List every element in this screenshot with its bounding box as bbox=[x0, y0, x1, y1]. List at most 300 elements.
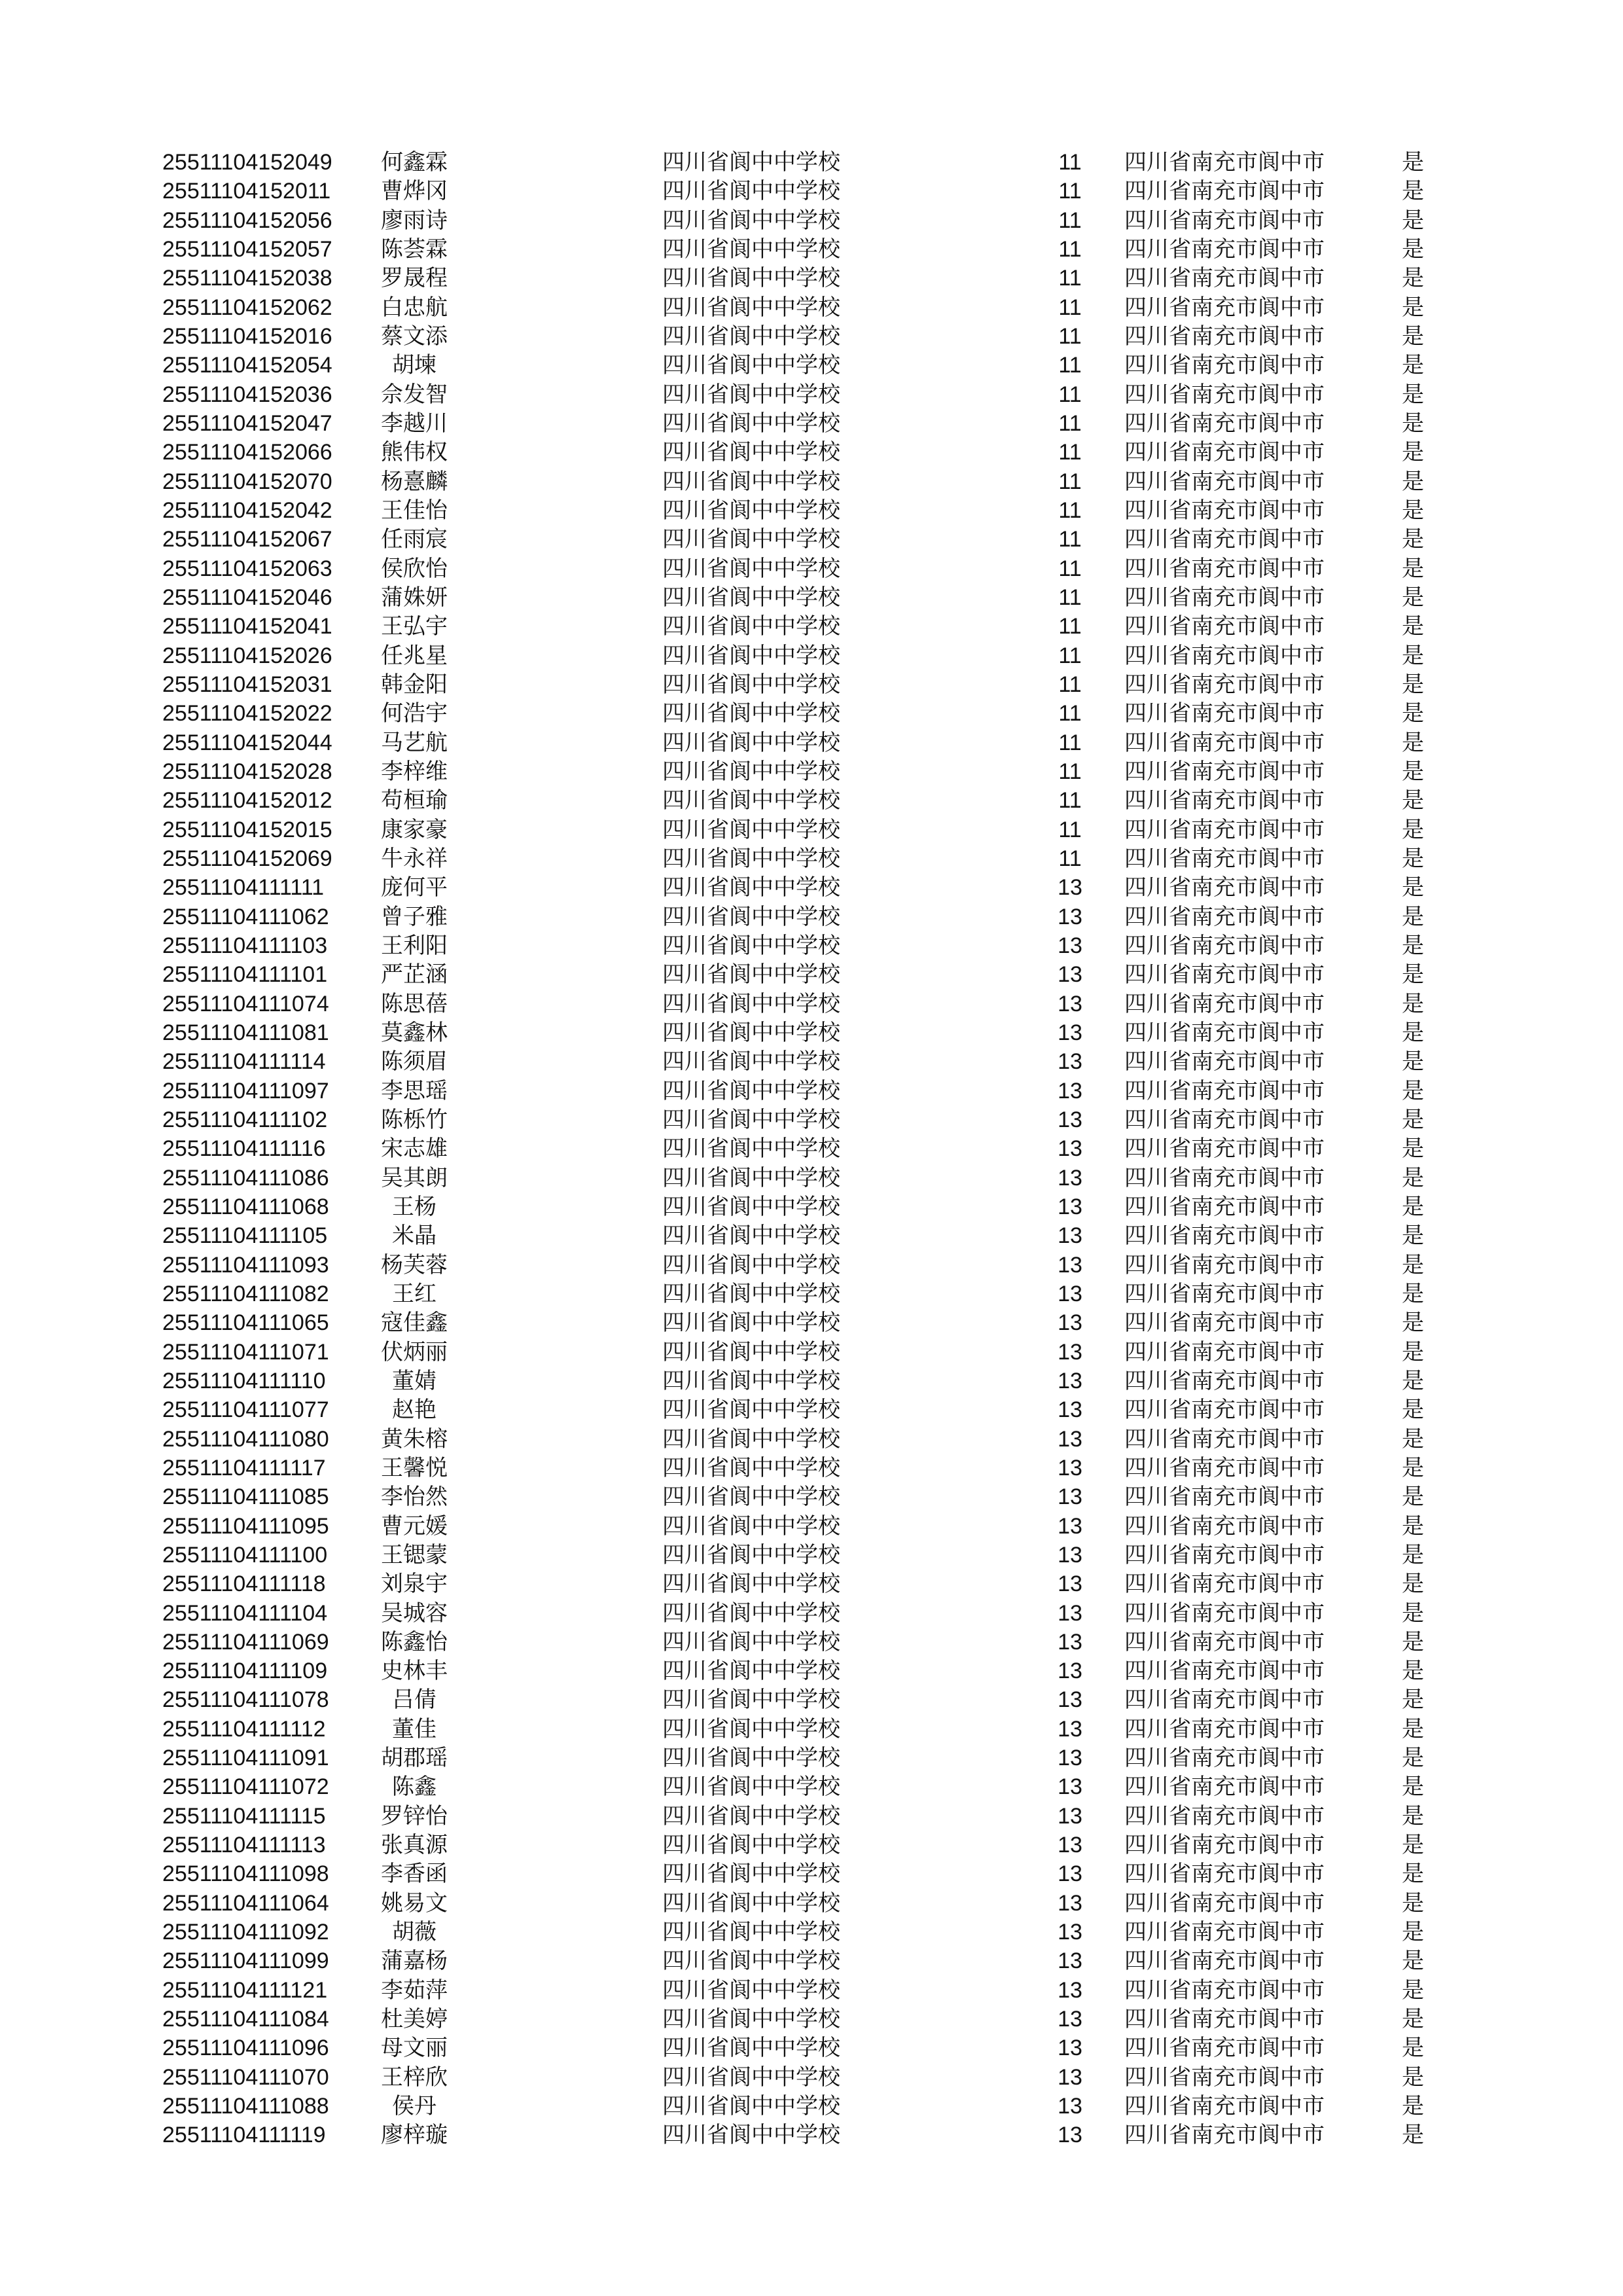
table-row bbox=[0, 264, 1623, 293]
grade-number: 13 bbox=[1058, 1165, 1082, 1191]
school-name: 四川省阆中中学校 bbox=[662, 1920, 840, 1945]
region-name: 四川省南充市阆中市 bbox=[1124, 440, 1325, 465]
student-name: 胡薇 bbox=[392, 1920, 437, 1945]
student-id: 25511104111110 bbox=[162, 1368, 326, 1393]
student-id: 25511104111070 bbox=[162, 2064, 329, 2090]
grade-number: 11 bbox=[1058, 150, 1082, 175]
region-name: 四川省南充市阆中市 bbox=[1124, 1484, 1325, 1510]
region-name: 四川省南充市阆中市 bbox=[1124, 1368, 1325, 1393]
region-name: 四川省南充市阆中市 bbox=[1124, 1513, 1325, 1539]
region-name: 四川省南充市阆中市 bbox=[1124, 1078, 1325, 1103]
school-name: 四川省阆中中学校 bbox=[662, 1716, 840, 1742]
status-flag: 是 bbox=[1402, 2036, 1424, 2061]
student-id: 25511104152026 bbox=[162, 643, 332, 668]
student-id: 25511104152070 bbox=[162, 469, 332, 494]
table-row bbox=[0, 1134, 1623, 1163]
student-id: 25511104152042 bbox=[162, 497, 332, 523]
student-name: 李香函 bbox=[381, 1861, 448, 1887]
table-row bbox=[0, 235, 1623, 264]
table-row bbox=[0, 990, 1623, 1018]
grade-number: 13 bbox=[1058, 1659, 1082, 1684]
region-name: 四川省南充市阆中市 bbox=[1124, 1252, 1325, 1278]
grade-number: 11 bbox=[1058, 440, 1082, 465]
grade-number: 13 bbox=[1058, 1281, 1082, 1306]
student-name: 蒲嘉杨 bbox=[381, 1948, 448, 1974]
status-flag: 是 bbox=[1402, 266, 1424, 291]
school-name: 四川省阆中中学校 bbox=[662, 1136, 840, 1162]
student-id: 25511104111092 bbox=[162, 1920, 329, 1945]
student-name: 李思瑶 bbox=[381, 1078, 448, 1103]
school-name: 四川省阆中中学校 bbox=[662, 2123, 840, 2148]
student-id: 25511104111074 bbox=[162, 991, 329, 1016]
table-row bbox=[0, 1018, 1623, 1047]
student-id: 25511104152046 bbox=[162, 584, 332, 610]
student-id: 25511104111091 bbox=[162, 1746, 329, 1771]
school-name: 四川省阆中中学校 bbox=[662, 1803, 840, 1829]
grade-number: 11 bbox=[1058, 410, 1082, 436]
school-name: 四川省阆中中学校 bbox=[662, 353, 840, 378]
status-flag: 是 bbox=[1402, 2123, 1424, 2148]
status-flag: 是 bbox=[1402, 353, 1424, 378]
student-name: 康家豪 bbox=[381, 817, 448, 842]
student-id: 25511104111121 bbox=[162, 1977, 328, 2003]
student-id: 25511104111099 bbox=[162, 1948, 329, 1974]
student-id: 25511104152012 bbox=[162, 788, 332, 814]
region-name: 四川省南充市阆中市 bbox=[1124, 382, 1325, 407]
student-id: 25511104111119 bbox=[162, 2123, 326, 2148]
table-row bbox=[0, 960, 1623, 989]
grade-number: 11 bbox=[1058, 497, 1082, 523]
table-row bbox=[0, 525, 1623, 554]
grade-number: 13 bbox=[1058, 1310, 1082, 1336]
region-name: 四川省南充市阆中市 bbox=[1124, 295, 1325, 320]
student-id: 25511104152054 bbox=[162, 353, 332, 378]
status-flag: 是 bbox=[1402, 1861, 1424, 1887]
student-name: 李怡然 bbox=[381, 1484, 448, 1510]
region-name: 四川省南充市阆中市 bbox=[1124, 2094, 1325, 2119]
status-flag: 是 bbox=[1402, 1426, 1424, 1452]
student-id: 25511104152015 bbox=[162, 817, 332, 842]
table-row bbox=[0, 1599, 1623, 1628]
table-row bbox=[0, 2063, 1623, 2092]
table-row bbox=[0, 438, 1623, 467]
table-row bbox=[0, 2121, 1623, 2149]
school-name: 四川省阆中中学校 bbox=[662, 1833, 840, 1858]
status-flag: 是 bbox=[1402, 846, 1424, 871]
grade-number: 13 bbox=[1058, 1194, 1082, 1219]
region-name: 四川省南充市阆中市 bbox=[1124, 1136, 1325, 1162]
region-name: 四川省南充市阆中市 bbox=[1124, 991, 1325, 1016]
school-name: 四川省阆中中学校 bbox=[662, 266, 840, 291]
status-flag: 是 bbox=[1402, 875, 1424, 901]
grade-number: 11 bbox=[1058, 817, 1082, 842]
status-flag: 是 bbox=[1402, 730, 1424, 755]
school-name: 四川省阆中中学校 bbox=[662, 295, 840, 320]
student-id: 25511104111081 bbox=[162, 1020, 329, 1045]
region-name: 四川省南充市阆中市 bbox=[1124, 1890, 1325, 1916]
student-id: 25511104152047 bbox=[162, 410, 332, 436]
grade-number: 13 bbox=[1058, 1629, 1082, 1655]
grade-number: 13 bbox=[1058, 1397, 1082, 1423]
grade-number: 13 bbox=[1058, 1920, 1082, 1945]
table-row bbox=[0, 293, 1623, 322]
region-name: 四川省南充市阆中市 bbox=[1124, 556, 1325, 581]
grade-number: 13 bbox=[1058, 1803, 1082, 1829]
student-id: 25511104111078 bbox=[162, 1687, 329, 1713]
region-name: 四川省南充市阆中市 bbox=[1124, 701, 1325, 726]
student-name: 马艺航 bbox=[381, 730, 448, 755]
student-id: 25511104111112 bbox=[162, 1716, 326, 1742]
grade-number: 13 bbox=[1058, 1426, 1082, 1452]
region-name: 四川省南充市阆中市 bbox=[1124, 1629, 1325, 1655]
table-row bbox=[0, 2005, 1623, 2034]
region-name: 四川省南充市阆中市 bbox=[1124, 1600, 1325, 1626]
school-name: 四川省阆中中学校 bbox=[662, 2007, 840, 2032]
student-name: 寇佳鑫 bbox=[381, 1310, 448, 1336]
grade-number: 11 bbox=[1058, 527, 1082, 552]
status-flag: 是 bbox=[1402, 1281, 1424, 1306]
student-id: 25511104111082 bbox=[162, 1281, 329, 1306]
school-name: 四川省阆中中学校 bbox=[662, 817, 840, 842]
status-flag: 是 bbox=[1402, 556, 1424, 581]
table-row bbox=[0, 467, 1623, 496]
school-name: 四川省阆中中学校 bbox=[662, 1194, 840, 1219]
school-name: 四川省阆中中学校 bbox=[662, 1339, 840, 1365]
status-flag: 是 bbox=[1402, 788, 1424, 814]
grade-number: 13 bbox=[1058, 1600, 1082, 1626]
region-name: 四川省南充市阆中市 bbox=[1124, 497, 1325, 523]
student-name: 陈思蓓 bbox=[381, 991, 448, 1016]
status-flag: 是 bbox=[1402, 497, 1424, 523]
status-flag: 是 bbox=[1402, 1948, 1424, 1974]
school-name: 四川省阆中中学校 bbox=[662, 1281, 840, 1306]
status-flag: 是 bbox=[1402, 991, 1424, 1016]
table-row bbox=[0, 351, 1623, 380]
grade-number: 13 bbox=[1058, 875, 1082, 901]
status-flag: 是 bbox=[1402, 962, 1424, 988]
grade-number: 11 bbox=[1058, 207, 1082, 233]
status-flag: 是 bbox=[1402, 1136, 1424, 1162]
student-name: 蒲姝妍 bbox=[381, 584, 448, 610]
student-id: 25511104152044 bbox=[162, 730, 332, 755]
student-id: 25511104111068 bbox=[162, 1194, 329, 1219]
table-row bbox=[0, 1657, 1623, 1685]
region-name: 四川省南充市阆中市 bbox=[1124, 1774, 1325, 1800]
region-name: 四川省南充市阆中市 bbox=[1124, 1020, 1325, 1045]
region-name: 四川省南充市阆中市 bbox=[1124, 1659, 1325, 1684]
student-name: 李茹萍 bbox=[381, 1977, 448, 2003]
region-name: 四川省南充市阆中市 bbox=[1124, 2036, 1325, 2061]
status-flag: 是 bbox=[1402, 1687, 1424, 1713]
grade-number: 11 bbox=[1058, 614, 1082, 639]
school-name: 四川省阆中中学校 bbox=[662, 1223, 840, 1249]
region-name: 四川省南充市阆中市 bbox=[1124, 2123, 1325, 2148]
region-name: 四川省南充市阆中市 bbox=[1124, 527, 1325, 552]
region-name: 四川省南充市阆中市 bbox=[1124, 1571, 1325, 1597]
student-name: 佘发智 bbox=[381, 382, 448, 407]
student-name: 陈栎竹 bbox=[381, 1107, 448, 1132]
table-row bbox=[0, 1047, 1623, 1076]
grade-number: 11 bbox=[1058, 266, 1082, 291]
student-id: 25511104111080 bbox=[162, 1426, 329, 1452]
status-flag: 是 bbox=[1402, 1020, 1424, 1045]
table-row bbox=[0, 1308, 1623, 1337]
student-id: 25511104111111 bbox=[162, 875, 325, 901]
region-name: 四川省南充市阆中市 bbox=[1124, 933, 1325, 958]
region-name: 四川省南充市阆中市 bbox=[1124, 1542, 1325, 1568]
status-flag: 是 bbox=[1402, 1310, 1424, 1336]
school-name: 四川省阆中中学校 bbox=[662, 788, 840, 814]
grade-number: 13 bbox=[1058, 2007, 1082, 2032]
student-name: 罗晟程 bbox=[381, 266, 448, 291]
table-row bbox=[0, 1077, 1623, 1105]
table-row bbox=[0, 322, 1623, 351]
student-id: 25511104111103 bbox=[162, 933, 328, 958]
school-name: 四川省阆中中学校 bbox=[662, 556, 840, 581]
school-name: 四川省阆中中学校 bbox=[662, 1571, 840, 1597]
table-row bbox=[0, 1482, 1623, 1511]
status-flag: 是 bbox=[1402, 1746, 1424, 1771]
region-name: 四川省南充市阆中市 bbox=[1124, 614, 1325, 639]
student-name: 董佳 bbox=[392, 1716, 437, 1742]
table-row bbox=[0, 583, 1623, 612]
status-flag: 是 bbox=[1402, 2007, 1424, 2032]
student-name: 王梓欣 bbox=[381, 2064, 448, 2090]
grade-number: 13 bbox=[1058, 1339, 1082, 1365]
region-name: 四川省南充市阆中市 bbox=[1124, 730, 1325, 755]
student-id: 25511104111095 bbox=[162, 1513, 329, 1539]
table-row bbox=[0, 1715, 1623, 1744]
student-name: 史林丰 bbox=[381, 1659, 448, 1684]
table-row bbox=[0, 1889, 1623, 1918]
grade-number: 13 bbox=[1058, 1078, 1082, 1103]
status-flag: 是 bbox=[1402, 1774, 1424, 1800]
table-row bbox=[0, 612, 1623, 641]
school-name: 四川省阆中中学校 bbox=[662, 469, 840, 494]
table-row bbox=[0, 1454, 1623, 1482]
student-name: 白忠航 bbox=[381, 295, 448, 320]
student-id: 25511104111062 bbox=[162, 904, 329, 929]
status-flag: 是 bbox=[1402, 1165, 1424, 1191]
table-row bbox=[0, 1280, 1623, 1308]
region-name: 四川省南充市阆中市 bbox=[1124, 1948, 1325, 1974]
grade-number: 13 bbox=[1058, 904, 1082, 929]
table-row bbox=[0, 786, 1623, 815]
student-name: 罗锌怡 bbox=[381, 1803, 448, 1829]
region-name: 四川省南充市阆中市 bbox=[1124, 2064, 1325, 2090]
student-name: 陈鑫 bbox=[392, 1774, 437, 1800]
table-row bbox=[0, 2034, 1623, 2062]
status-flag: 是 bbox=[1402, 323, 1424, 349]
student-id: 25511104111072 bbox=[162, 1774, 329, 1800]
region-name: 四川省南充市阆中市 bbox=[1124, 1716, 1325, 1742]
grade-number: 11 bbox=[1058, 323, 1082, 349]
school-name: 四川省阆中中学校 bbox=[662, 323, 840, 349]
student-name: 胡堜 bbox=[392, 353, 437, 378]
grade-number: 11 bbox=[1058, 672, 1082, 697]
table-row bbox=[0, 1859, 1623, 1888]
student-name: 蔡文添 bbox=[381, 323, 448, 349]
table-row bbox=[0, 1512, 1623, 1541]
region-name: 四川省南充市阆中市 bbox=[1124, 1920, 1325, 1945]
table-row bbox=[0, 1918, 1623, 1946]
region-name: 四川省南充市阆中市 bbox=[1124, 1339, 1325, 1365]
status-flag: 是 bbox=[1402, 1890, 1424, 1916]
region-name: 四川省南充市阆中市 bbox=[1124, 2007, 1325, 2032]
student-id: 25511104152069 bbox=[162, 846, 332, 871]
status-flag: 是 bbox=[1402, 1107, 1424, 1132]
school-name: 四川省阆中中学校 bbox=[662, 904, 840, 929]
school-name: 四川省阆中中学校 bbox=[662, 1861, 840, 1887]
student-id: 25511104111116 bbox=[162, 1136, 326, 1162]
grade-number: 11 bbox=[1058, 556, 1082, 581]
student-name: 张真源 bbox=[381, 1833, 448, 1858]
student-name: 陈鑫怡 bbox=[381, 1629, 448, 1655]
school-name: 四川省阆中中学校 bbox=[662, 1165, 840, 1191]
grade-number: 13 bbox=[1058, 1571, 1082, 1597]
table-row bbox=[0, 699, 1623, 728]
student-id: 25511104111077 bbox=[162, 1397, 329, 1423]
grade-number: 11 bbox=[1058, 236, 1082, 262]
student-id: 25511104152036 bbox=[162, 382, 332, 407]
table-row bbox=[0, 757, 1623, 786]
school-name: 四川省阆中中学校 bbox=[662, 1426, 840, 1452]
status-flag: 是 bbox=[1402, 2094, 1424, 2119]
grade-number: 13 bbox=[1058, 1049, 1082, 1075]
table-row bbox=[0, 1628, 1623, 1657]
table-row bbox=[0, 1570, 1623, 1598]
grade-number: 11 bbox=[1058, 730, 1082, 755]
status-flag: 是 bbox=[1402, 179, 1424, 204]
status-flag: 是 bbox=[1402, 817, 1424, 842]
student-id: 25511104111098 bbox=[162, 1861, 329, 1887]
student-id: 25511104111088 bbox=[162, 2094, 329, 2119]
student-name: 黄朱榕 bbox=[381, 1426, 448, 1452]
table-row bbox=[0, 1251, 1623, 1280]
grade-number: 11 bbox=[1058, 179, 1082, 204]
student-name: 庞何平 bbox=[381, 875, 448, 901]
status-flag: 是 bbox=[1402, 904, 1424, 929]
table-row bbox=[0, 816, 1623, 844]
status-flag: 是 bbox=[1402, 1920, 1424, 1945]
status-flag: 是 bbox=[1402, 1484, 1424, 1510]
table-row bbox=[0, 1425, 1623, 1454]
student-id: 25511104152056 bbox=[162, 207, 332, 233]
school-name: 四川省阆中中学校 bbox=[662, 2064, 840, 2090]
status-flag: 是 bbox=[1402, 440, 1424, 465]
student-id: 25511104152011 bbox=[162, 179, 331, 204]
grade-number: 13 bbox=[1058, 1948, 1082, 1974]
student-id: 25511104111065 bbox=[162, 1310, 329, 1336]
school-name: 四川省阆中中学校 bbox=[662, 179, 840, 204]
school-name: 四川省阆中中学校 bbox=[662, 1774, 840, 1800]
school-name: 四川省阆中中学校 bbox=[662, 991, 840, 1016]
grade-number: 11 bbox=[1058, 846, 1082, 871]
student-name: 王锶蒙 bbox=[381, 1542, 448, 1568]
school-name: 四川省阆中中学校 bbox=[662, 1890, 840, 1916]
region-name: 四川省南充市阆中市 bbox=[1124, 672, 1325, 697]
table-row bbox=[0, 496, 1623, 525]
table-row bbox=[0, 1338, 1623, 1367]
table-row bbox=[0, 1105, 1623, 1134]
school-name: 四川省阆中中学校 bbox=[662, 1977, 840, 2003]
grade-number: 13 bbox=[1058, 1484, 1082, 1510]
region-name: 四川省南充市阆中市 bbox=[1124, 1281, 1325, 1306]
region-name: 四川省南充市阆中市 bbox=[1124, 179, 1325, 204]
table-row bbox=[0, 409, 1623, 438]
student-name: 刘泉宇 bbox=[381, 1571, 448, 1597]
status-flag: 是 bbox=[1402, 1513, 1424, 1539]
student-id: 25511104111093 bbox=[162, 1252, 329, 1278]
school-name: 四川省阆中中学校 bbox=[662, 614, 840, 639]
school-name: 四川省阆中中学校 bbox=[662, 1600, 840, 1626]
table-row bbox=[0, 554, 1623, 583]
school-name: 四川省阆中中学校 bbox=[662, 1107, 840, 1132]
school-name: 四川省阆中中学校 bbox=[662, 440, 840, 465]
student-id: 25511104111113 bbox=[162, 1833, 326, 1858]
student-name: 牛永祥 bbox=[381, 846, 448, 871]
student-id: 25511104111084 bbox=[162, 2007, 329, 2032]
student-name: 何浩宇 bbox=[381, 701, 448, 726]
region-name: 四川省南充市阆中市 bbox=[1124, 1165, 1325, 1191]
grade-number: 13 bbox=[1058, 1542, 1082, 1568]
school-name: 四川省阆中中学校 bbox=[662, 1659, 840, 1684]
student-id: 25511104152063 bbox=[162, 556, 332, 581]
student-name: 曹烨冈 bbox=[381, 179, 448, 204]
grade-number: 13 bbox=[1058, 1687, 1082, 1713]
grade-number: 11 bbox=[1058, 701, 1082, 726]
grade-number: 13 bbox=[1058, 1455, 1082, 1480]
status-flag: 是 bbox=[1402, 150, 1424, 175]
student-id: 25511104152067 bbox=[162, 527, 332, 552]
status-flag: 是 bbox=[1402, 584, 1424, 610]
student-id: 25511104111102 bbox=[162, 1107, 328, 1132]
student-id: 25511104152049 bbox=[162, 150, 332, 175]
status-flag: 是 bbox=[1402, 1049, 1424, 1075]
status-flag: 是 bbox=[1402, 1078, 1424, 1103]
region-name: 四川省南充市阆中市 bbox=[1124, 1194, 1325, 1219]
table-row bbox=[0, 177, 1623, 206]
status-flag: 是 bbox=[1402, 933, 1424, 958]
student-name: 熊伟权 bbox=[381, 440, 448, 465]
student-id: 25511104152022 bbox=[162, 701, 332, 726]
grade-number: 13 bbox=[1058, 2064, 1082, 2090]
student-name: 母文丽 bbox=[381, 2036, 448, 2061]
student-name: 王弘宇 bbox=[381, 614, 448, 639]
status-flag: 是 bbox=[1402, 643, 1424, 668]
status-flag: 是 bbox=[1402, 1600, 1424, 1626]
student-id: 25511104111100 bbox=[162, 1542, 328, 1568]
region-name: 四川省南充市阆中市 bbox=[1124, 904, 1325, 929]
student-id: 25511104152028 bbox=[162, 759, 332, 784]
school-name: 四川省阆中中学校 bbox=[662, 382, 840, 407]
school-name: 四川省阆中中学校 bbox=[662, 701, 840, 726]
student-name: 杜美婷 bbox=[381, 2007, 448, 2032]
status-flag: 是 bbox=[1402, 1542, 1424, 1568]
student-id: 25511104152066 bbox=[162, 440, 332, 465]
school-name: 四川省阆中中学校 bbox=[662, 1252, 840, 1278]
grade-number: 11 bbox=[1058, 382, 1082, 407]
grade-number: 11 bbox=[1058, 759, 1082, 784]
student-name: 苟桓瑜 bbox=[381, 788, 448, 814]
student-name: 侯欣怡 bbox=[381, 556, 448, 581]
grade-number: 13 bbox=[1058, 1746, 1082, 1771]
region-name: 四川省南充市阆中市 bbox=[1124, 1455, 1325, 1480]
grade-number: 11 bbox=[1058, 353, 1082, 378]
student-id: 25511104152031 bbox=[162, 672, 332, 697]
school-name: 四川省阆中中学校 bbox=[662, 1049, 840, 1075]
school-name: 四川省阆中中学校 bbox=[662, 1397, 840, 1423]
